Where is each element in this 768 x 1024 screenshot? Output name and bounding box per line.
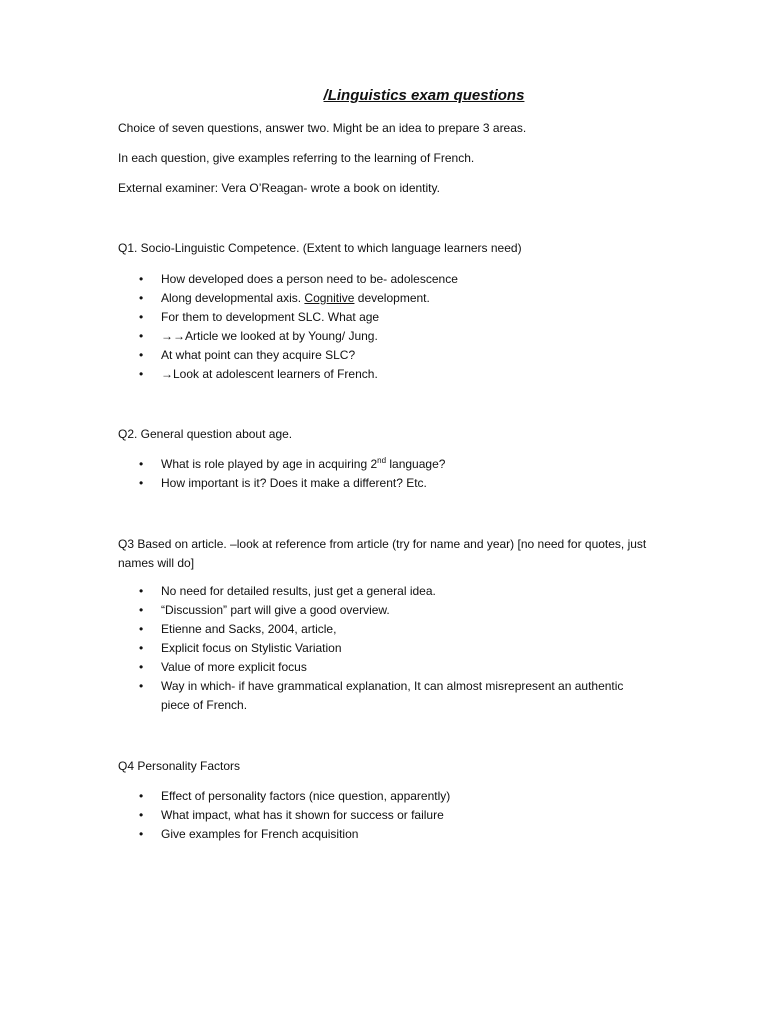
q2-heading: Q2. General question about age.: [118, 427, 293, 441]
list-item: • Etienne and Sacks, 2004, article,: [118, 620, 638, 639]
q2-list: [118, 455, 638, 493]
list-item: [118, 289, 638, 308]
intro-paragraph-1: Choice of seven questions, answer two. Might be an idea to prepare 3 areas.: [118, 121, 527, 135]
list-item: • What impact, what has it shown for success or failure: [118, 806, 638, 825]
q4-heading: Q4 Personality Factors: [118, 759, 241, 773]
q3-list: [118, 582, 638, 715]
list-item: • At what point can they acquire SLC?: [118, 346, 638, 365]
list-item: • Explicit focus on Stylistic Variation: [118, 639, 638, 658]
item-text: development.: [354, 291, 430, 305]
list-item: • No need for detailed results, just get a general idea.: [118, 582, 638, 601]
list-item: • Value of more explicit focus: [118, 658, 638, 677]
list-item: • How developed does a person need to be- adolescence: [118, 270, 638, 289]
list-item: [118, 455, 638, 474]
list-item: • How important is it? Does it make a different? Etc.: [118, 474, 638, 493]
q4-list: [118, 787, 638, 844]
q3-heading: Q3 Based on article. –look at reference from article (try for name and year) [no need for quotes, just names will do]: [118, 537, 647, 570]
list-item: • Give examples for French acquisition: [118, 825, 638, 844]
intro-paragraph-2: In each question, give examples referring to the learning of French.: [118, 151, 475, 165]
list-item: • →→Article we looked at by Young/ Jung.: [118, 327, 638, 346]
intro-paragraph-3: External examiner: Vera O’Reagan- wrote a book on identity.: [118, 181, 440, 195]
list-item: • →Look at adolescent learners of French.: [118, 365, 638, 384]
q1-heading: Q1. Socio-Linguistic Competence. (Extent to which language learners need): [118, 241, 522, 255]
q1-list: [118, 270, 638, 384]
list-item: • Effect of personality factors (nice question, apparently): [118, 787, 638, 806]
document-title: /Linguistics exam questions: [323, 87, 525, 104]
superscript: nd: [377, 456, 387, 465]
list-item: • Way in which- if have grammatical explanation, It can almost misrepresent an authentic piece of French.: [118, 677, 638, 715]
item-text: Along developmental axis.: [161, 291, 305, 305]
list-item: • “Discussion” part will give a good overview.: [118, 601, 638, 620]
item-text: language?: [386, 457, 446, 471]
item-text: What is role played by age in acquiring 2: [161, 457, 378, 471]
list-item: • For them to development SLC. What age: [118, 308, 638, 327]
underlined-text: Cognitive: [304, 291, 355, 305]
